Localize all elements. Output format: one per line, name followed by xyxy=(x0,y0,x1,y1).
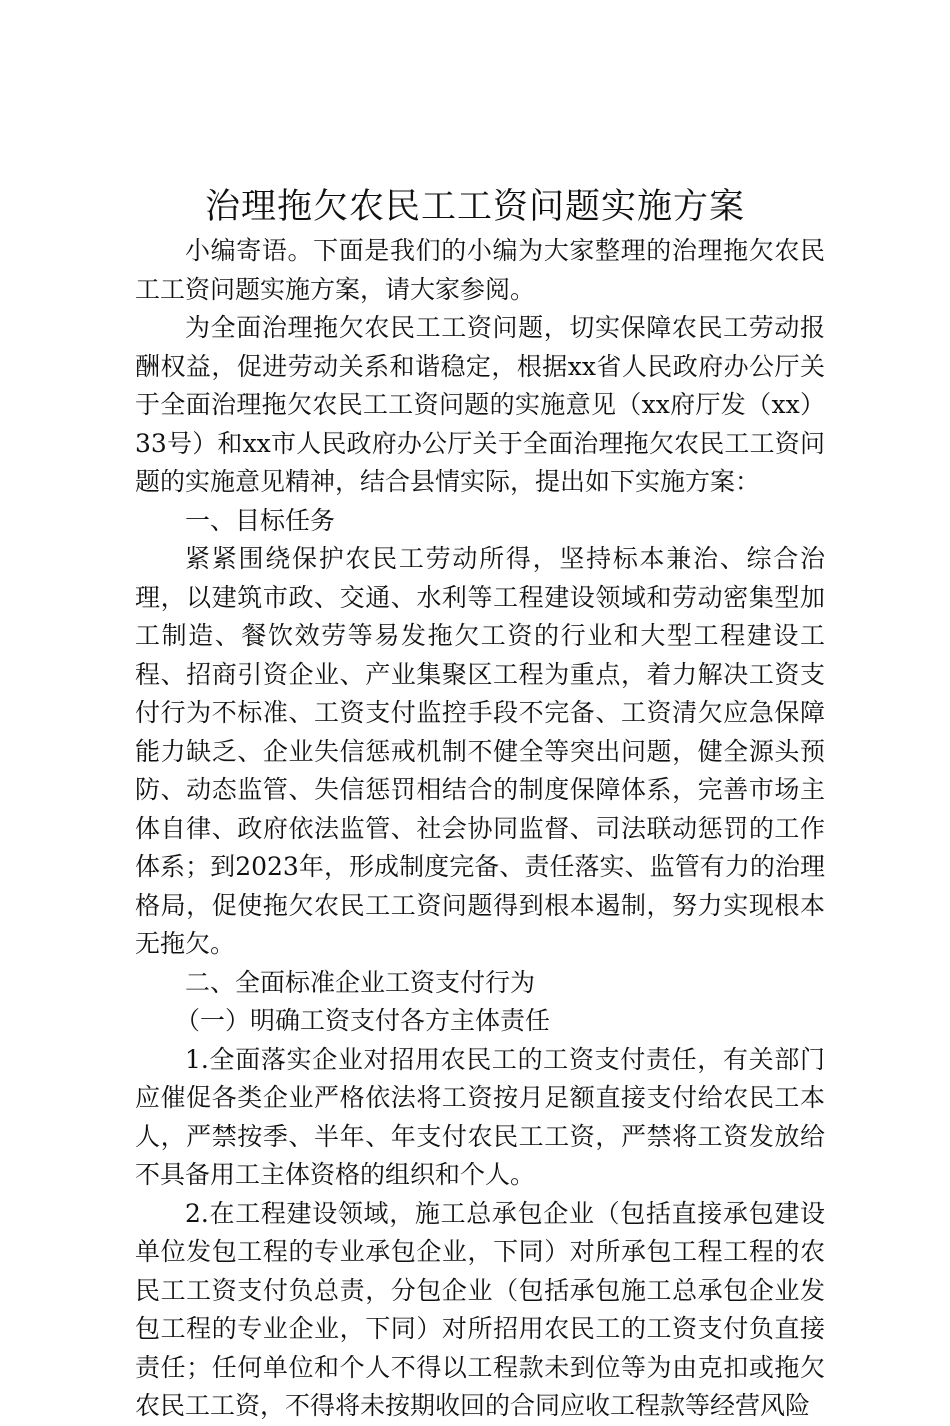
paragraph-item-2: 2.在工程建设领域，施工总承包企业（包括直接承包建设单位发包工程的专业承包企业，下同）对所承包工程工程的农民工工资支付负总责，分包企业（包括承包施工总承包企业发包工程的专业企业，下同）对所招用农民工的工资支付负直接责任；任何单位和个人不得以工程款未到位等为由克扣或拖欠农民工工资，不得将未按期收回的合同应收工程款等经营风险 xyxy=(135,1198,825,1420)
document-body xyxy=(135,232,825,1426)
paragraph-intro: 小编寄语。下面是我们的小编为大家整理的治理拖欠农民工工资问题实施方案，请大家参阅。 xyxy=(135,236,825,304)
paragraph-goals: 紧紧围绕保护农民工劳动所得，坚持标本兼治、综合治理，以建筑市政、交通、水利等工程建设领域和劳动密集型加工制造、餐饮效劳等易发拖欠工资的行业和大型工程建设工程、招商引资企业、产业集聚区工程为重点，着力解决工资支付行为不标准、工资支付监控手段不完备、工资清欠应急保障能力缺乏、企业失信惩戒机制不健全等突出问题，健全源头预防、动态监管、失信惩罚相结合的制度保障体系，完善市场主体自律、政府依法监管、社会协同监督、司法联动惩罚的工作体系；到2023年，形成制度完备、责任落实、监管有力的治理格局，促使拖欠农民工工资问题得到根本遏制，努力实现根本无拖欠。 xyxy=(135,544,825,958)
document-title: 治理拖欠农民工工资问题实施方案 xyxy=(204,187,745,227)
heading-section-1: 一、目标任务 xyxy=(185,505,336,535)
heading-section-2: 二、全面标准企业工资支付行为 xyxy=(185,967,536,997)
heading-subsection-1: （一）明确工资支付各方主体责任 xyxy=(175,1006,551,1035)
paragraph-item-1: 1.全面落实企业对招用农民工的工资支付责任，有关部门应催促各类企业严格依法将工资按月足额直接支付给农民工本人，严禁按季、半年、年支付农民工工资，严禁将工资发放给不具备用工主体资格的组织和个人。 xyxy=(135,1044,825,1189)
paragraph-purpose: 为全面治理拖欠农民工工资问题，切实保障农民工劳动报酬权益，促进劳动关系和谐稳定，根据xx省人民政府办公厅关于全面治理拖欠农民工工资问题的实施意见（xx府厅发（xx）33号）和xx市人民政府办公厅关于全面治理拖欠农民工工资问题的实施意见精神，结合县情实际，提出如下实施方案： xyxy=(135,313,825,496)
